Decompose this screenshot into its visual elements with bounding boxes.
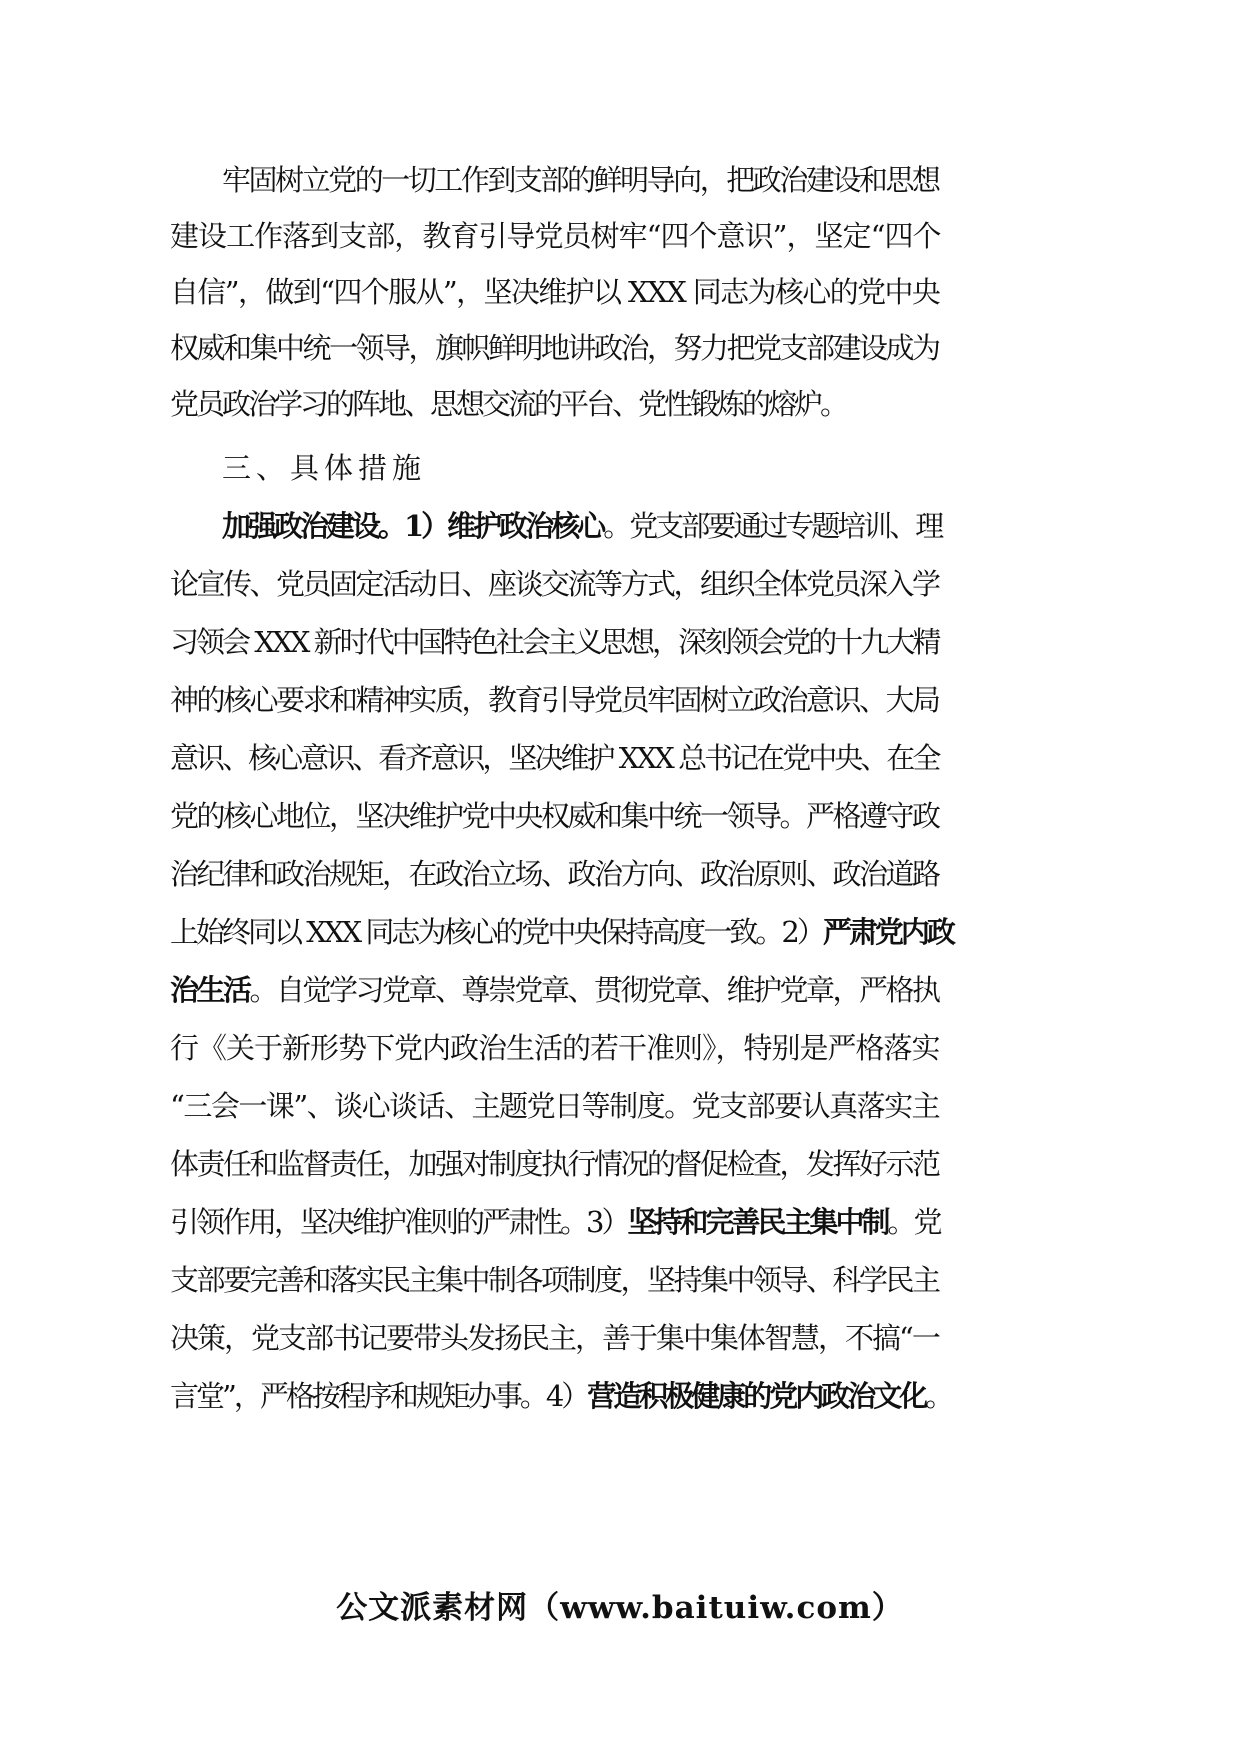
text-segment: 党员政治学习的阵地、思想交流的平台、党性锻炼的熔炉。 (170, 387, 847, 421)
bold-text-segment: 营造积极健康的党内政治文化 (587, 1379, 926, 1413)
text-segment: 。党 (887, 1205, 940, 1239)
text-line (170, 1086, 939, 1126)
text-segment: 。 (925, 1379, 952, 1413)
text-line (170, 564, 939, 604)
text-segment: 神的核心要求和精神实质，教育引导党员牢固树立政治意识、大局 (170, 683, 939, 717)
text-segment: 引领作用，坚决维护准则的严肃性。3） (170, 1205, 628, 1239)
text-line (170, 1260, 939, 1300)
text-line (222, 160, 939, 200)
text-line (170, 796, 939, 836)
text-line (170, 622, 938, 662)
bold-text-segment: 治生活 (170, 973, 250, 1007)
text-line (170, 384, 846, 424)
text-segment: 三、具体措施 (222, 451, 427, 485)
text-segment: 决策，党支部书记要带头发扬民主，善于集中集体智慧，不搞“一 (170, 1321, 939, 1355)
text-line (170, 272, 939, 312)
footer-watermark: 公文派素材网（www.baituiw.com） (336, 1590, 904, 1626)
text-segment: 意识、核心意识、看齐意识，坚决维护 XXX 总书记在党中央、在全 (170, 741, 939, 775)
text-segment: 支部要完善和落实民主集中制各项制度，坚持集中领导、科学民主 (170, 1263, 939, 1297)
text-segment: 自信”，做到“四个服从”，坚决维护以 XXX 同志为核心的党中央 (170, 275, 940, 309)
text-segment: 建设工作落到支部，教育引导党员树牢“四个意识”，坚定“四个 (170, 219, 941, 253)
text-segment: 权威和集中统一领导，旗帜鲜明地讲政治，努力把党支部建设成为 (170, 331, 939, 365)
text-segment: “三会一课”、谈心谈话、主题党日等制度。党支部要认真落实主 (170, 1089, 940, 1123)
text-line (170, 216, 941, 256)
text-line (170, 970, 939, 1010)
text-segment: 。党支部要通过专题培训、理 (603, 509, 942, 543)
text-segment: 牢固树立党的一切工作到支部的鲜明导向，把政治建设和思想 (222, 163, 939, 197)
text-line (170, 1028, 940, 1068)
text-line (170, 680, 939, 720)
text-line (170, 1318, 939, 1358)
text-line (222, 448, 426, 488)
text-line (170, 1144, 939, 1184)
text-segment: 上始终同以 XXX 同志为核心的党中央保持高度一致。2） (170, 915, 823, 949)
text-segment: 体责任和监督责任，加强对制度执行情况的督促检查，发挥好示范 (170, 1147, 939, 1181)
text-line (170, 1376, 951, 1416)
text-line (170, 1202, 939, 1242)
text-segment: 论宣传、党员固定活动日、座谈交流等方式，组织全体党员深入学 (170, 567, 939, 601)
text-segment: 行《关于新形势下党内政治生活的若干准则》，特别是严格落实 (170, 1031, 940, 1065)
bold-text-segment: 加强政治建设。1）维护政治核心 (222, 509, 604, 543)
bold-text-segment: 严肃党内政 (822, 915, 953, 949)
text-segment: 习领会 XXX 新时代中国特色社会主义思想，深刻领会党的十九大精 (170, 625, 939, 659)
text-line (170, 854, 939, 894)
text-segment: 治纪律和政治规矩，在政治立场、政治方向、政治原则、政治道路 (170, 857, 939, 891)
bold-text-segment: 坚持和完善民主集中制 (627, 1205, 888, 1239)
text-line (170, 738, 938, 778)
text-segment: 言堂”，严格按程序和规矩办事。4） (170, 1379, 588, 1413)
text-line (170, 328, 939, 368)
text-line (170, 912, 953, 952)
text-line (222, 506, 941, 546)
text-segment: 。自觉学习党章、尊崇党章、贯彻党章、维护党章，严格执 (249, 973, 939, 1007)
text-segment: 党的核心地位，坚决维护党中央权威和集中统一领导。严格遵守政 (170, 799, 939, 833)
